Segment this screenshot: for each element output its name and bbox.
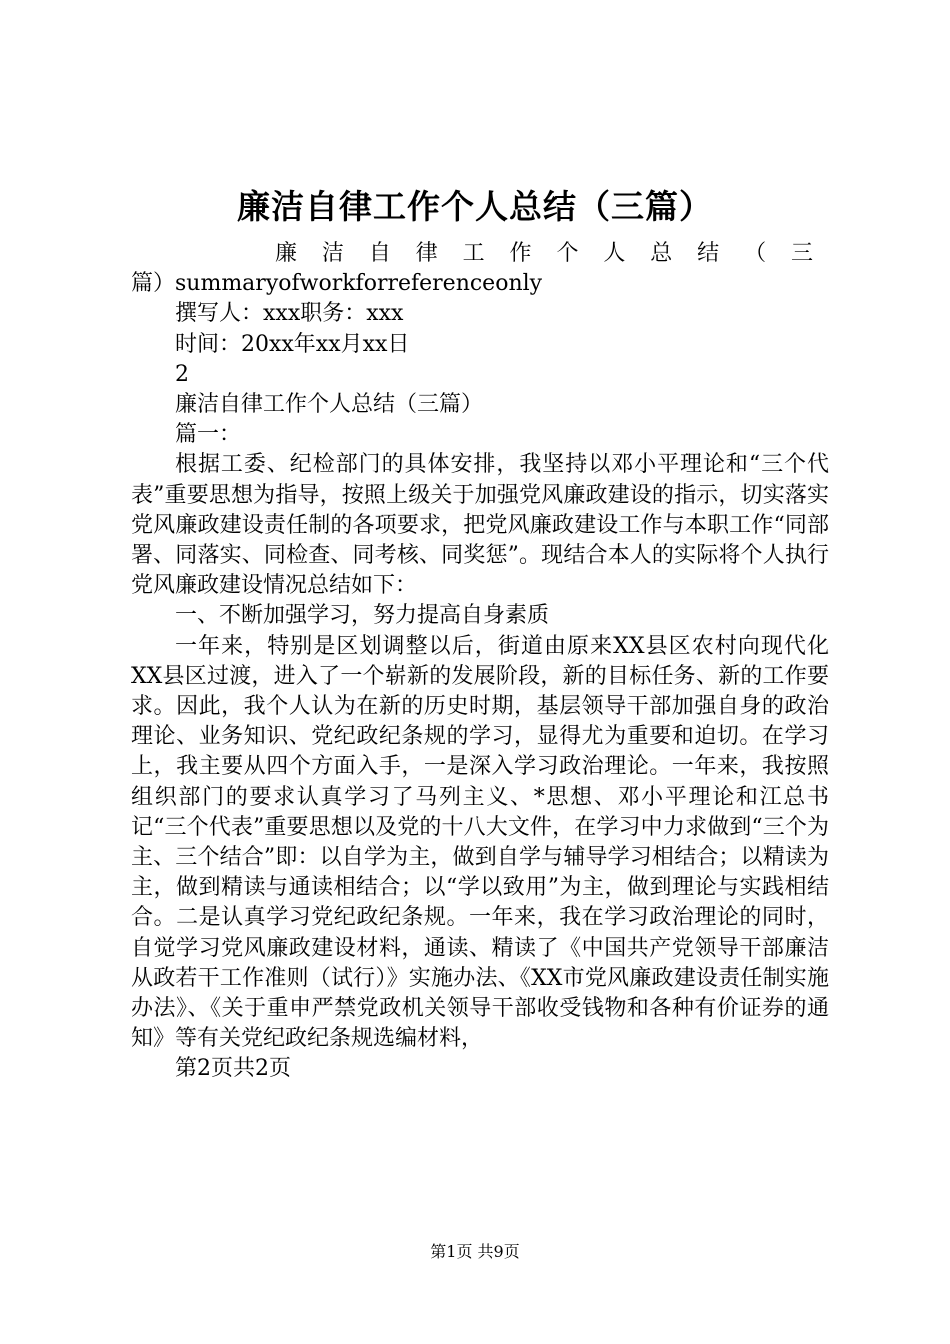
subtitle-line-2: 篇）summaryofworkforreferenceonly bbox=[131, 271, 543, 297]
page-footer: 第1页 共9页 bbox=[430, 1242, 520, 1261]
section-1-heading: 一、不断加强学习，努力提高自身素质 bbox=[175, 603, 550, 629]
page-note: 第2页共2页 bbox=[175, 1056, 291, 1082]
heading-repeat: 廉洁自律工作个人总结（三篇） bbox=[175, 392, 484, 418]
author-line: 撰写人：xxx职务：xxx bbox=[175, 301, 404, 327]
document-title: 廉洁自律工作个人总结（三篇） bbox=[237, 187, 713, 226]
number-line: 2 bbox=[175, 361, 189, 387]
subtitle-line-1: 廉洁自律工作个人总结（三 bbox=[275, 241, 829, 266]
part-label: 篇一： bbox=[175, 422, 242, 448]
document-body bbox=[131, 239, 829, 1085]
date-line: 时间：20xx年xx月xx日 bbox=[175, 331, 410, 357]
paragraph-1: 根据工委、纪检部门的具体安排，我坚持以邓小平理论和“三个代表”重要思想为指导，按照上级关于加强党风廉政建设的指示，切实落实党风廉政建设责任制的各项要求，把党风廉政建设工作与本职工作“同部署、同落实、同检查、同考核、同奖惩”。现结合本人的实际将个人执行党风廉政建设情况总结如下： bbox=[131, 452, 829, 599]
paragraph-2: 一年来，特别是区划调整以后，街道由原来XX县区农村向现代化XX县区过渡，进入了一个崭新的发展阶段，新的目标任务、新的工作要求。因此，我个人认为在新的历史时期，基层领导干部加强自身的政治理论、业务知识、党纪政纪条规的学习，显得尤为重要和迫切。在学习上，我主要从四个方面入手，一是深入学习政治理论。一年来，我按照组织部门的要求认真学习了马列主义、*思想、邓小平理论和江总书记“三个代表”重要思想以及党的十八大文件，在学习中力求做到“三个为主、三个结合”即：以自学为主，做到自学与辅导学习相结合；以精读为主，做到精读与通读相结合；以“学以致用”为主，做到理论与实践相结合。二是认真学习党纪政纪条规。一年来，我在学习政治理论的同时，自觉学习党风廉政建设材料，通读、精读了《中国共产党领导干部廉洁从政若干工作准则（试行）》实施办法、《XX市党风廉政建设责任制实施办法》、《关于重申严禁党政机关领导干部收受钱物和各种有价证券的通知》等有关党纪政纪条规选编材料， bbox=[131, 633, 829, 1052]
